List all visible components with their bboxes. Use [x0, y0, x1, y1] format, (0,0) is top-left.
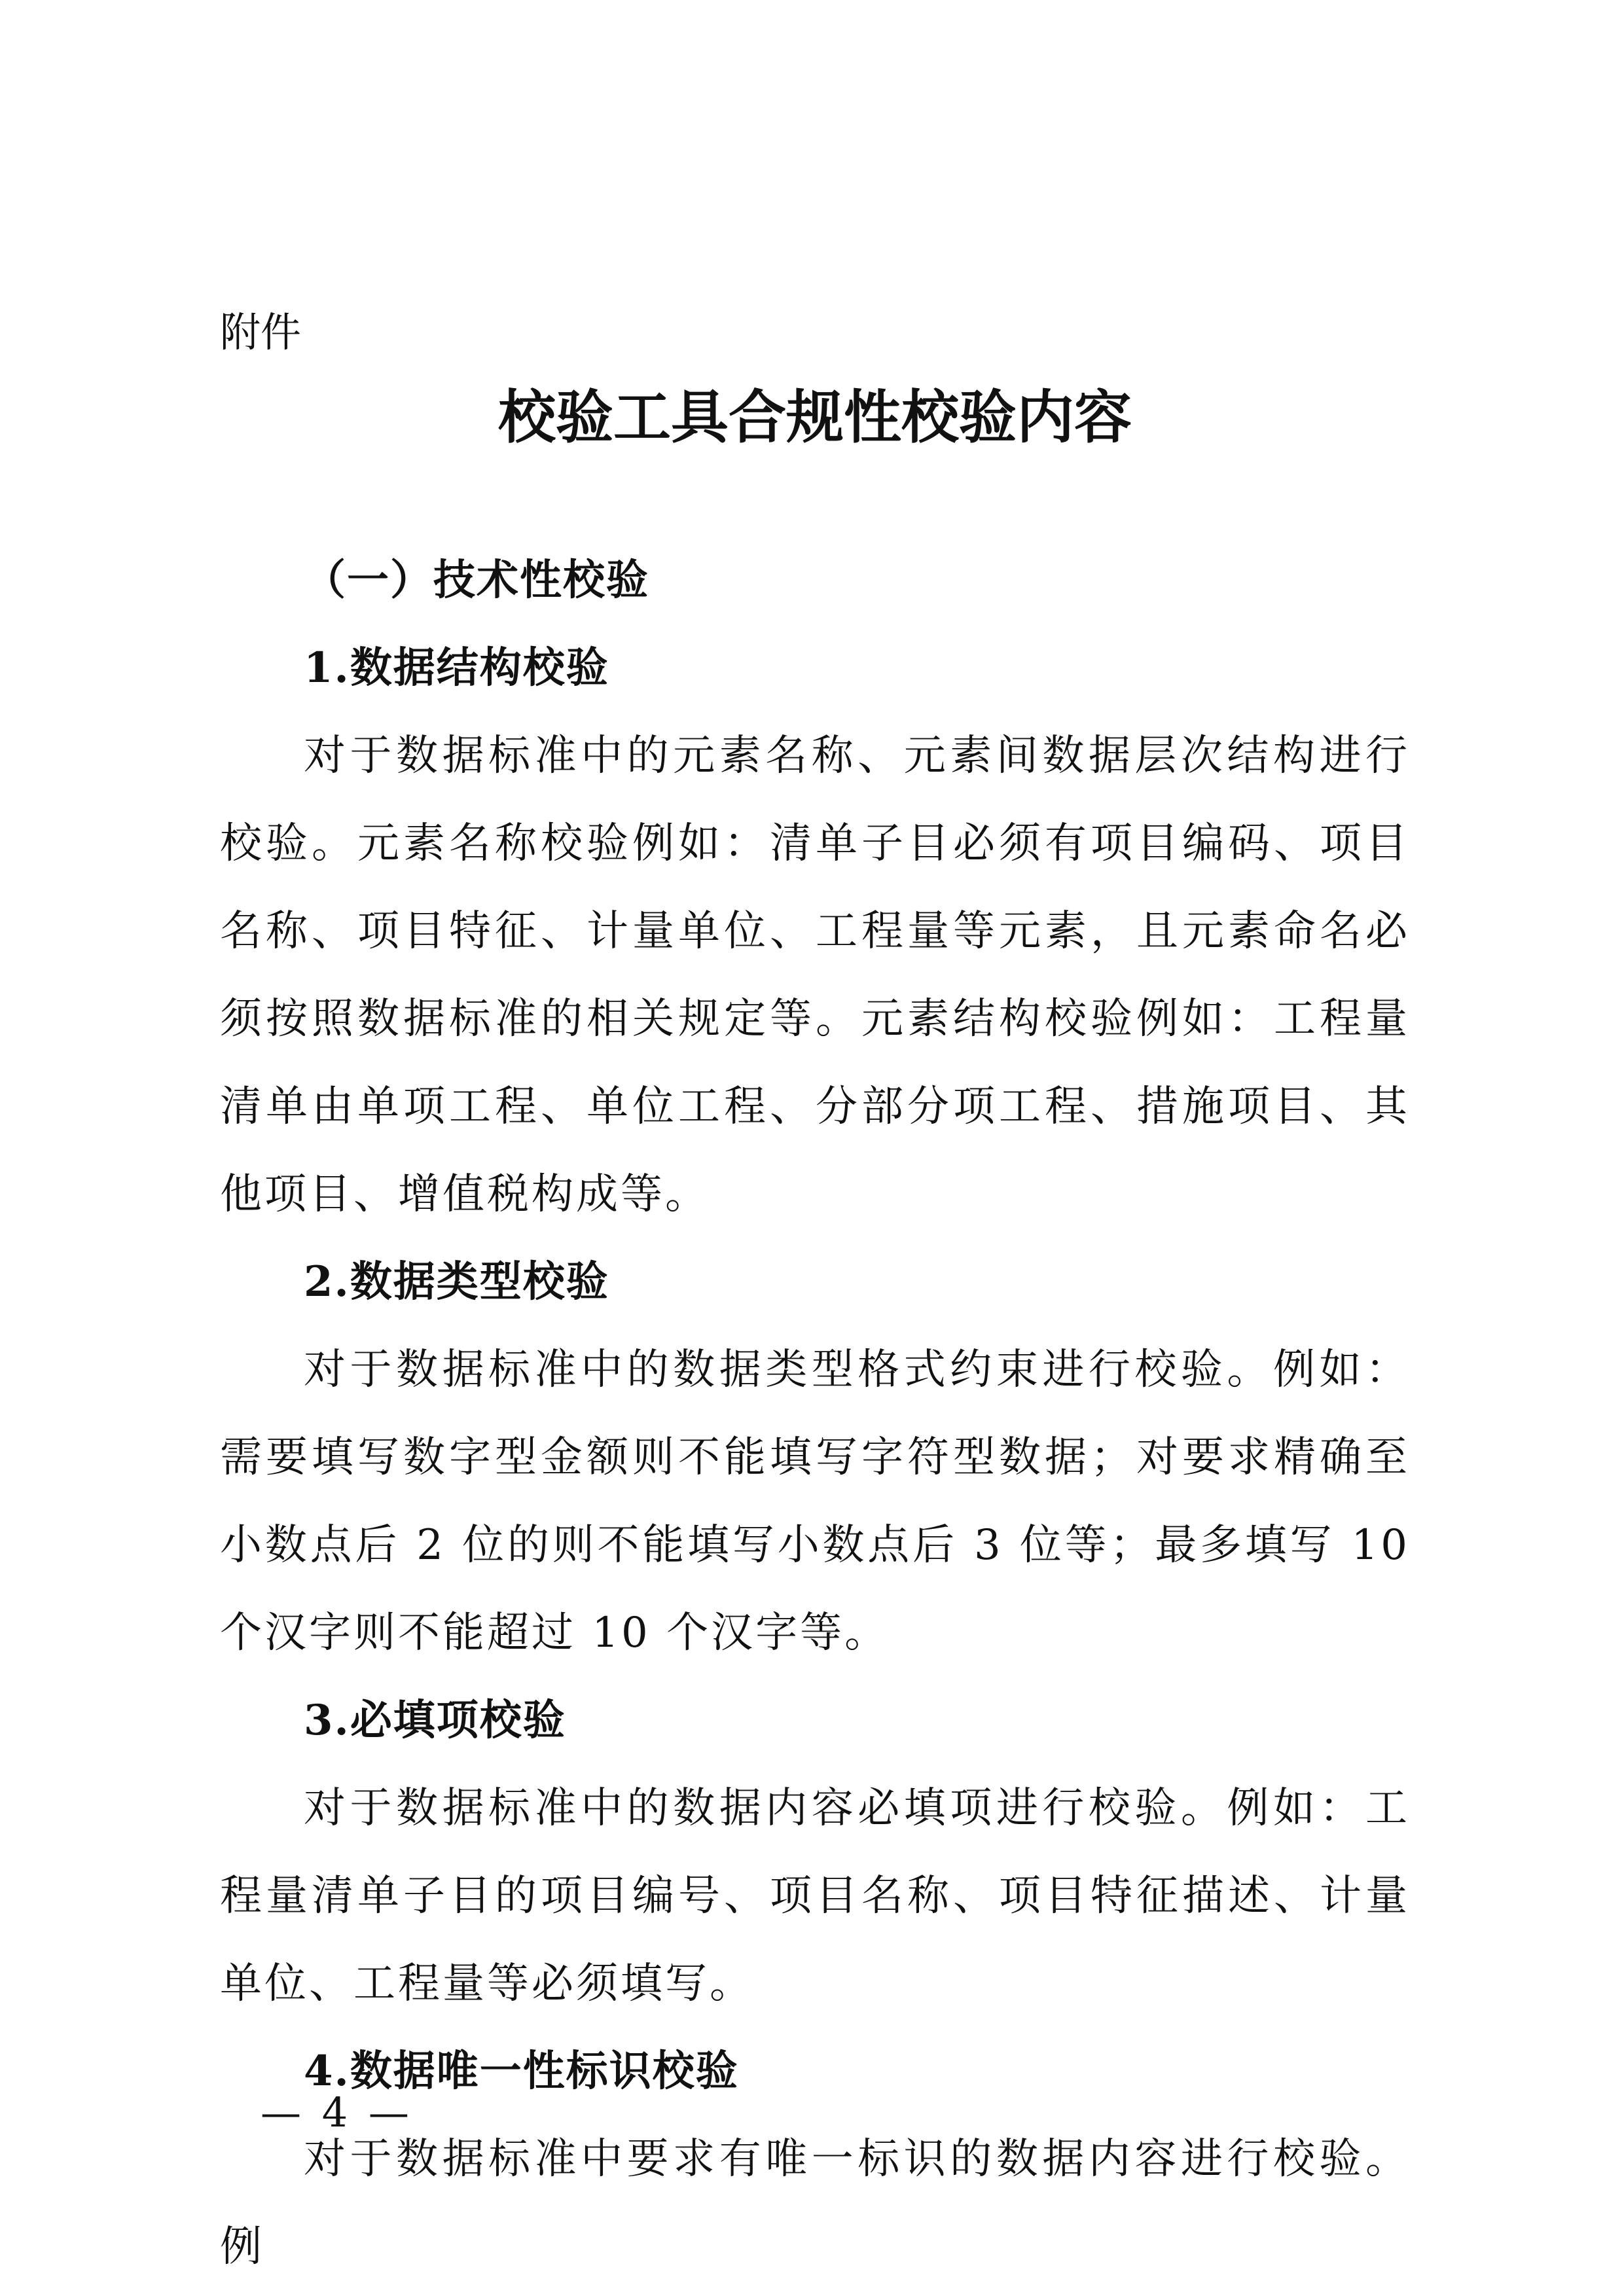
- paragraph-data-structure-check: 对于数据标准中的元素名称、元素间数据层次结构进行校验。元素名称校验例如：清单子目必须有项目编码、项目名称、项目特征、计量单位、工程量等元素，且元素命名必须按照数据标准的相关规定等。元素结构校验例如：工程量清单由单项工程、单位工程、分部分项工程、措施项目、其他项目、增值税构成等。: [220, 732, 1410, 1219]
- page-number: — 4 —: [261, 2089, 413, 2136]
- attachment-label: 附件: [220, 308, 302, 356]
- subheading-unique-identifier-check: 4.数据唯一性标识校验: [304, 2047, 739, 2096]
- subheading-required-field-check: 3.必填项校验: [304, 1696, 566, 1745]
- paragraph-data-type-check: 对于数据标准中的数据类型格式约束进行校验。例如：需要填写数字型金额则不能填写字符型数据；对要求精确至小数点后 2 位的则不能填写小数点后 3 位等；最多填写 10 个汉字则不能超过 10 个汉字等。: [220, 1346, 1410, 1657]
- paragraph-unique-identifier-check: 对于数据标准中要求有唯一标识的数据内容进行校验。例: [220, 2135, 1410, 2271]
- section-heading-technical-check: （一）技术性校验: [304, 556, 649, 605]
- subheading-data-type-check: 2.数据类型校验: [304, 1257, 609, 1306]
- paragraph-required-field-check: 对于数据标准中的数据内容必填项进行校验。例如：工程量清单子目的项目编号、项目名称、项目特征描述、计量单位、工程量等必须填写。: [220, 1784, 1410, 2008]
- document-title: 校验工具合规性校验内容: [497, 383, 1132, 451]
- document-body: [220, 537, 1410, 2291]
- subheading-data-structure-check: 1.数据结构校验: [304, 643, 609, 692]
